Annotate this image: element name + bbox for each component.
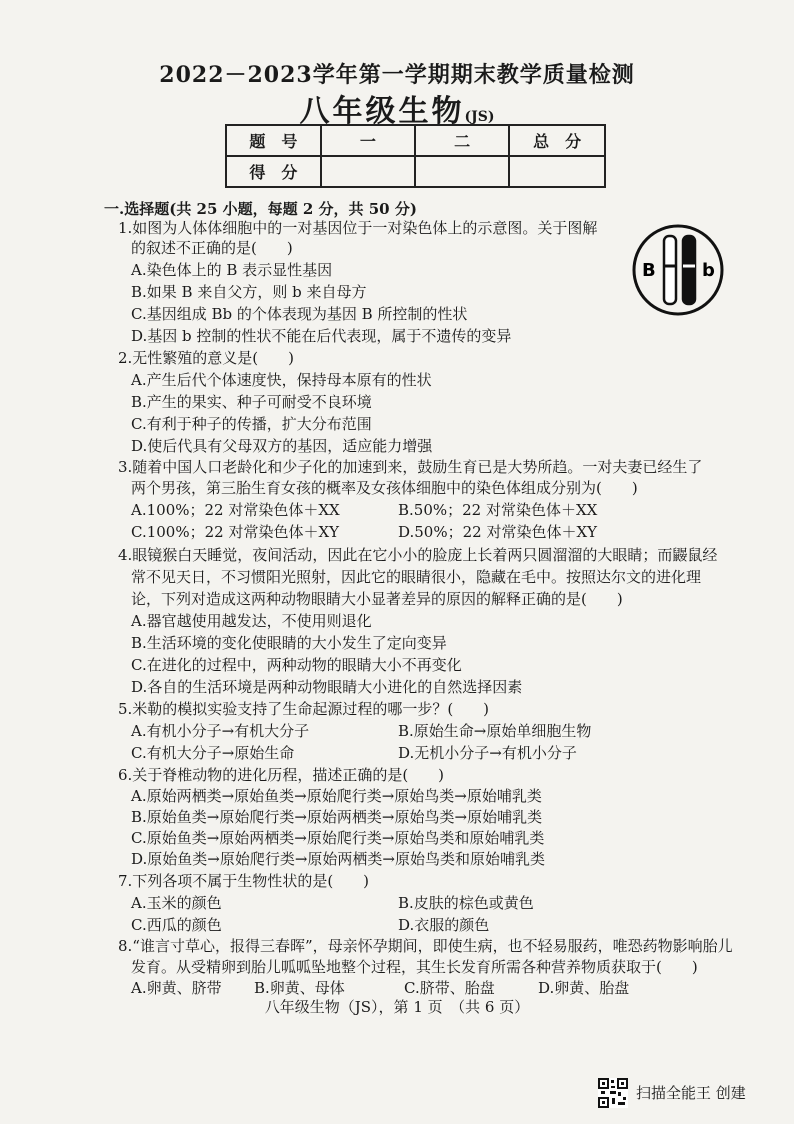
label-b: b — [702, 260, 715, 281]
label-B: B — [642, 260, 656, 281]
option-c: C.在进化的过程中，两种动物的眼睛大小不再变化 — [131, 656, 462, 674]
option-a: A.卵黄、脐带 — [131, 979, 222, 997]
option-c: C.基因组成 Bb 的个体表现为基因 B 所控制的性状 — [131, 305, 468, 323]
option-b: B.原始生命→原始单细胞生物 — [398, 722, 592, 740]
score-cell: 二 — [415, 125, 509, 156]
option-b: B.卵黄、母体 — [254, 979, 345, 997]
exam-title: 2022－2023学年第一学期期末教学质量检测 — [159, 62, 635, 88]
option-b: B.产生的果实、种子可耐受不良环境 — [131, 393, 372, 411]
option-a: A.100%；22 对常染色体＋XX — [131, 501, 340, 519]
option-a: A.玉米的颜色 — [131, 894, 222, 912]
score-cell: 得 分 — [226, 156, 321, 187]
score-table — [225, 124, 606, 188]
question-stem: 2.无性繁殖的意义是( ) — [118, 349, 295, 367]
chromosome-right — [683, 236, 695, 304]
option-b: B.50%；22 对常染色体＋XX — [398, 501, 598, 519]
chromosome-left — [664, 236, 676, 304]
question-stem: 7.下列各项不属于生物性状的是( ) — [118, 872, 370, 890]
question-stem: 论，下列对造成这两种动物眼睛大小显著差异的原因的解释正确的是( ) — [131, 590, 623, 608]
score-cell — [415, 156, 509, 187]
option-d: D.基因 b 控制的性状不能在后代表现，属于不遗传的变异 — [131, 327, 512, 345]
question-stem: 常不见天日，不习惯阳光照射，因此它的眼睛很小，隐藏在毛中。按照达尔文的进化理 — [131, 568, 702, 586]
option-d: D.衣服的颜色 — [398, 916, 490, 934]
option-c: C.有机大分子→原始生命 — [131, 744, 295, 762]
option-a: A.产生后代个体速度快，保持母本原有的性状 — [131, 371, 432, 389]
question-stem: 5.米勒的模拟实验支持了生命起源过程的哪一步？( ) — [118, 700, 490, 718]
option-d: D.各自的生活环境是两种动物眼睛大小进化的自然选择因素 — [131, 678, 523, 696]
option-d: D.卵黄、胎盘 — [538, 979, 630, 997]
score-cell — [321, 156, 415, 187]
option-d: D.50%；22 对常染色体＋XY — [398, 523, 598, 541]
score-table-score-row — [226, 156, 605, 187]
subject-name: 八年级生物 — [299, 94, 465, 129]
score-cell: 总 分 — [509, 125, 605, 156]
option-b: B.如果 B 来自父方，则 b 来自母方 — [131, 283, 367, 301]
option-c: C.脐带、胎盘 — [404, 979, 495, 997]
subject-suffix: (JS) — [464, 109, 495, 125]
question-stem: 1.如图为人体体细胞中的一对基因位于一对染色体上的示意图。关于图解 — [118, 219, 598, 237]
score-cell: 一 — [321, 125, 415, 156]
option-b: B.生活环境的变化使眼睛的大小发生了定向变异 — [131, 634, 447, 652]
score-cell: 题 号 — [226, 125, 321, 156]
option-c: C.有利于种子的传播，扩大分布范围 — [131, 415, 372, 433]
option-a: A.有机小分子→有机大分子 — [131, 722, 310, 740]
question-stem: 两个男孩，第三胎生育女孩的概率及女孩体细胞中的染色体组成分别为( ) — [131, 479, 638, 497]
option-c: C.西瓜的颜色 — [131, 916, 222, 934]
question-stem: 3.随着中国人口老龄化和少子化的加速到来，鼓励生育已是大势所趋。一对夫妻已经生了 — [118, 458, 703, 476]
score-table-header-row — [226, 125, 605, 156]
question-stem: 发育。从受精卵到胎儿呱呱坠地整个过程，其生长发育所需各种营养物质获取于( ) — [131, 958, 698, 976]
chromosome-diagram — [630, 222, 726, 318]
question-stem: 的叙述不正确的是( ) — [131, 239, 293, 257]
option-b: B.原始鱼类→原始爬行类→原始两栖类→原始鸟类→原始哺乳类 — [131, 808, 543, 826]
qr-code-icon — [598, 1078, 628, 1108]
option-c: C.100%；22 对常染色体＋XY — [131, 523, 340, 541]
score-cell — [509, 156, 605, 187]
option-d: D.使后代具有父母双方的基因，适应能力增强 — [131, 437, 433, 455]
question-stem: 8.“谁言寸草心，报得三春晖”，母亲怀孕期间，即使生病，也不轻易服药，唯恐药物影响胎儿 — [118, 937, 733, 955]
option-a: A.器官越使用越发达，不使用则退化 — [131, 612, 372, 630]
option-c: C.原始鱼类→原始两栖类→原始爬行类→原始鸟类和原始哺乳类 — [131, 829, 545, 847]
question-stem: 4.眼镜猴白天睡觉，夜间活动，因此在它小小的脸庞上长着两只圆溜溜的大眼睛；而鼹鼠经 — [118, 546, 718, 564]
option-b: B.皮肤的棕色或黄色 — [398, 894, 534, 912]
option-a: A.染色体上的 B 表示显性基因 — [131, 261, 333, 279]
scanner-watermark: 扫描全能王 创建 — [636, 1084, 746, 1102]
option-a: A.原始两栖类→原始鱼类→原始爬行类→原始鸟类→原始哺乳类 — [131, 787, 542, 805]
option-d: D.原始鱼类→原始爬行类→原始两栖类→原始鸟类和原始哺乳类 — [131, 850, 545, 868]
option-d: D.无机小分子→有机小分子 — [398, 744, 577, 762]
section-heading: 一.选择题(共 25 小题，每题 2 分，共 50 分) — [104, 200, 417, 218]
question-stem: 6.关于脊椎动物的进化历程，描述正确的是( ) — [118, 766, 445, 784]
page-footer: 八年级生物（JS），第 1 页 （共 6 页） — [264, 998, 530, 1016]
